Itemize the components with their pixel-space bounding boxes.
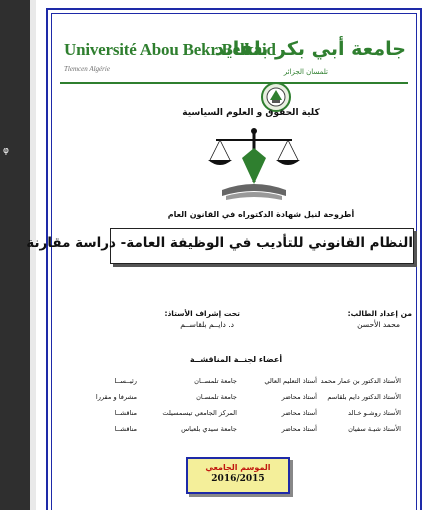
member-role: مناقشــا — [114, 425, 137, 433]
member-rank: أستاذ محاضر — [281, 393, 317, 401]
member-name: الأستاذ الدكتور دايم بلقاسم — [327, 393, 401, 401]
committee-row — [66, 407, 401, 423]
member-rank: أستاذ محاضر — [281, 409, 317, 417]
academic-year-box — [186, 457, 290, 494]
academic-year: 2016/2015 — [211, 474, 265, 484]
university-location-ar: تلمسان الجزائر — [283, 68, 328, 76]
member-institution: جامعة تلمسـان — [196, 393, 237, 401]
academic-year-label: الموسم الجامعي — [205, 463, 271, 472]
supervisor-name: د. دايــم بلقاســم — [180, 320, 234, 329]
committee-table — [66, 375, 401, 439]
university-name-fr: Université Abou Bekr Belkaid — [64, 40, 276, 59]
student-label: من إعداد الطالب: — [347, 309, 412, 318]
university-banner — [60, 36, 408, 88]
member-name: الأستاذ روشـو خـالد — [348, 409, 401, 417]
side-mark: φ — [3, 146, 9, 156]
member-name: الأستاذ شيـة سفيان — [348, 425, 401, 433]
member-institution: المركز الجامعي تيسمسيلت — [162, 409, 237, 417]
university-name-ar: جامعة أبي بكر بلقايد — [214, 38, 406, 60]
member-name: الأستاذ الدكتور بن عمار محمد — [320, 377, 401, 385]
member-rank: أستاذ محاضر — [281, 425, 317, 433]
degree-statement: أطروحة لنيل شهادة الدكتوراه في القانون العام — [167, 210, 355, 219]
left-panel — [0, 0, 30, 510]
member-role: مناقشــا — [114, 409, 137, 417]
faculty-name: كلية الحقوق و العلوم السياسية — [182, 108, 320, 118]
student-name: محمد الأحسن — [357, 320, 400, 329]
committee-row — [66, 391, 401, 407]
member-role: رئيــســا — [114, 377, 137, 385]
committee-title: أعضاء لجنــة المناقشــة — [189, 355, 283, 364]
member-institution: جامعة سيدي بلعباس — [181, 425, 237, 433]
thesis-title: النظام القانوني للتأديب في الوظيفة العامة- دراسة مقارنة — [26, 235, 413, 251]
university-location-fr: Tlemcen Algérie — [64, 65, 110, 73]
member-institution: جامعة تلمســان — [194, 377, 237, 385]
thesis-cover-page — [26, 0, 430, 510]
scales-of-justice-icon — [202, 126, 306, 206]
member-rank: أستاذ التعليم العالي — [264, 377, 317, 385]
member-role: مشرفا و مقررا — [95, 393, 137, 401]
supervisor-label: تحت إشراف الأستاذ: — [164, 309, 240, 318]
thesis-title-box — [26, 228, 414, 264]
committee-row — [66, 423, 401, 439]
committee-row — [66, 375, 401, 391]
banner-underline — [60, 82, 408, 84]
